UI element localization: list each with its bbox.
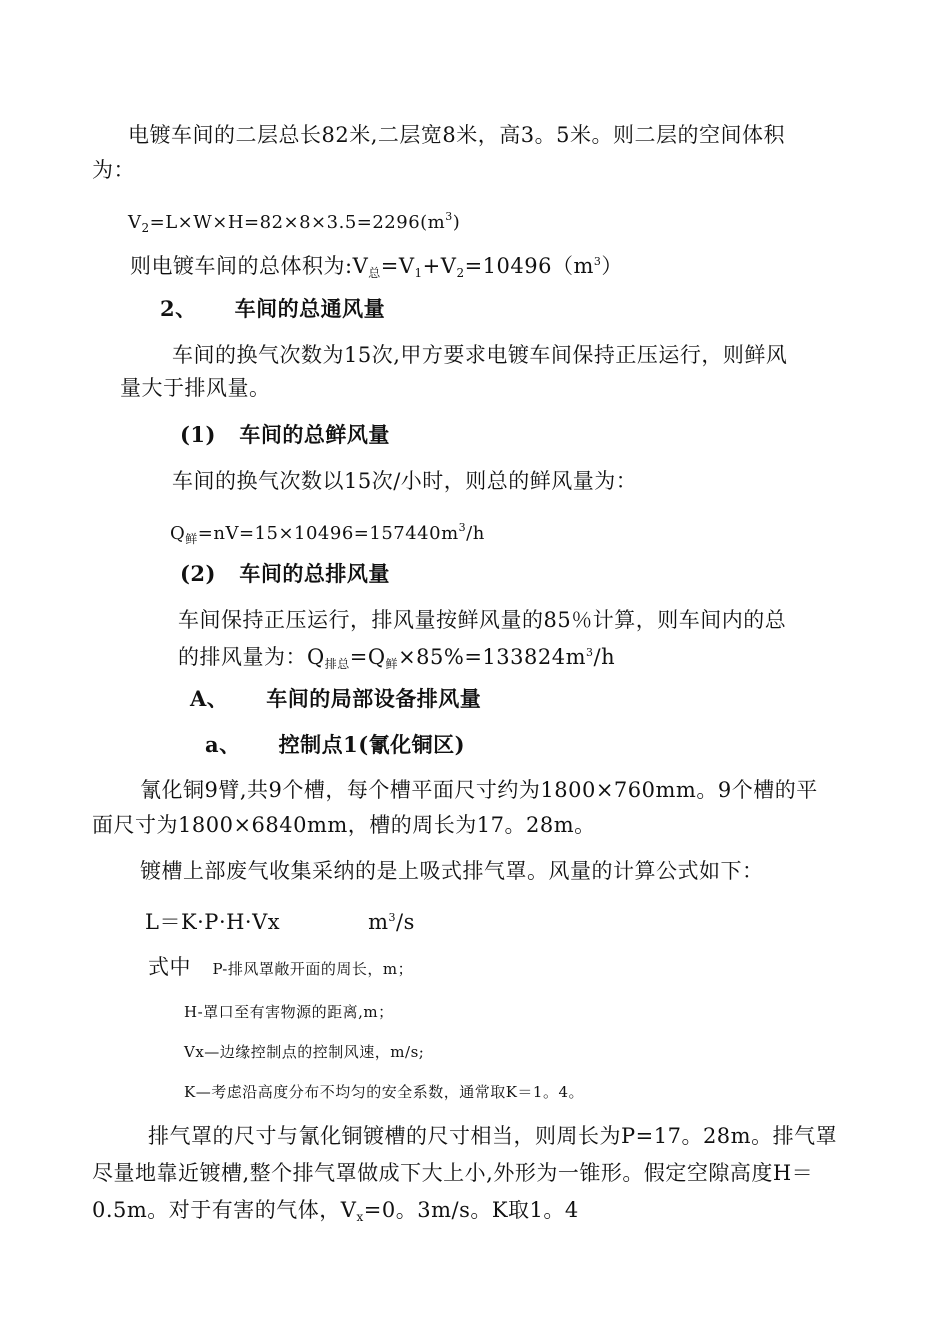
paragraph-hood-size-line2: 尽量地靠近镀槽,整个排气罩做成下大上小,外形为一锥形。假定空隙高度H＝ [92, 1161, 814, 1185]
legend-vx: Vx—边缘控制点的控制风速，m/s; [184, 1043, 425, 1061]
paragraph-exhaust-line1: 车间保持正压运行，排风量按鲜风量的85％计算，则车间内的总 [178, 608, 787, 632]
formula-fresh-air: $Q_鲜=nV=15\times 10496=157440m^3/h$ [170, 521, 485, 546]
heading-fresh-air: (1) 车间的总鲜风量 [180, 422, 390, 447]
paragraph-volume-line2: 为： [92, 158, 135, 182]
paragraph-tanks-line2: 面尺寸为1800×6840mm，槽的周长为17。28m。 [92, 813, 596, 837]
paragraph-hood-type: 镀槽上部废气收集采纳的是上吸式排气罩。风量的计算公式如下： [140, 859, 764, 883]
legend-k: K—考虑沿高度分布不均匀的安全系数，通常取K＝1。4。 [184, 1083, 585, 1101]
formula-v2: $V_2=L\times W\times H=82\times 8\times 3.5=2296(m^3)$ [128, 210, 461, 235]
paragraph-air-change-line2: 量大于排风量。 [120, 376, 271, 400]
legend-p: 式中 P-排风罩敞开面的周长，m； [148, 955, 414, 979]
paragraph-hood-size-line1: 排气罩的尺寸与氰化铜镀槽的尺寸相当，则周长为P=17。28m。排气罩 [148, 1124, 838, 1148]
formula-total-volume: 则电镀车间的总体积为$:V_总=V_1+V_2=10496(m^3)$ [130, 254, 623, 280]
paragraph-air-change-line1: 车间的换气次数为15次,甲方要求电镀车间保持正压运行，则鲜风 [172, 343, 788, 367]
heading-local-exhaust: A、 车间的局部设备排风量 [190, 686, 482, 711]
legend-h: H-罩口至有害物源的距离,m； [184, 1003, 394, 1021]
heading-exhaust-air: (2) 车间的总排风量 [180, 561, 390, 586]
formula-airflow: L＝K·P·H·Vx $m^3/s$ [145, 910, 415, 934]
paragraph-exhaust-line2: 的排风量为：$Q_{排总}=Q_鲜\times 85\%=133824m^3/h$ [178, 645, 616, 671]
paragraph-volume-line1: 电镀车间的二层总长82米,二层宽8米，高3。5米。则二层的空间体积 [128, 123, 785, 147]
heading-total-ventilation: 2、 车间的总通风量 [160, 296, 386, 321]
paragraph-fresh-air: 车间的换气次数以15次/小时，则总的鲜风量为： [172, 469, 638, 493]
paragraph-tanks-line1: 氰化铜9臂,共9个槽，每个槽平面尺寸约为1800×760mm。9个槽的平 [140, 778, 818, 802]
paragraph-hood-size-line3: 0.5m。对于有害的气体，$V_x=0$。3m/s。K取1。4 [92, 1198, 579, 1224]
heading-control-point-1: a、 控制点1(氰化铜区) [205, 732, 466, 757]
